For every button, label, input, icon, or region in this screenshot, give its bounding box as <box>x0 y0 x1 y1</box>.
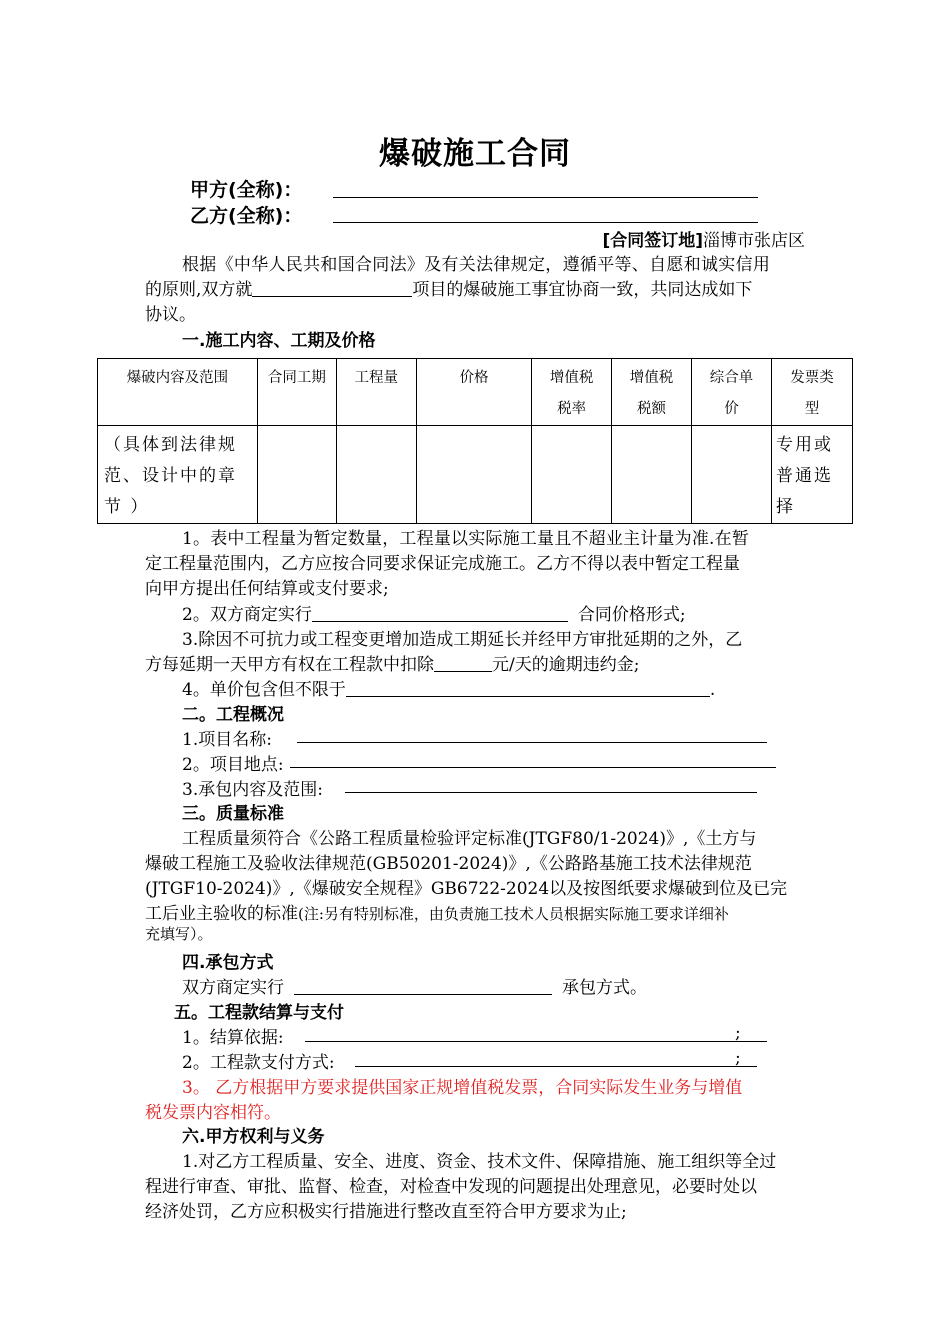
s3-line-2: 爆破工程施工及验收法律规范(GB50201-2024)》,《公路路基施工技术法律规范 <box>145 854 752 874</box>
s6-line-2: 程进行审查、审批、监督、检查，对检查中发现的问题提出处理意见，必要时处以 <box>145 1177 757 1197</box>
header-unit-price: 综合单 价 <box>692 359 772 426</box>
s3-line-4 <box>145 899 729 924</box>
s3-line-4-a: 工后业主验收的标准 <box>145 904 298 924</box>
page-title: 爆破施工合同 <box>379 136 571 172</box>
s1-p3-a: 方每延期一天甲方有权在工程款中扣除 <box>145 655 434 675</box>
cell-quantity[interactable] <box>336 426 416 524</box>
cell-price[interactable] <box>416 426 531 524</box>
s3-line-1: 工程质量须符合《公路工程质量检验评定标准(JTGF80/1-2024)》,《土方与 <box>182 829 757 849</box>
contracting-method-blank[interactable] <box>294 979 552 995</box>
s1-p3-b: 元/天的逾期违约金; <box>492 655 640 675</box>
s5-item-3-line-2: 税发票内容相符。 <box>145 1103 281 1123</box>
cell-vat-rate[interactable] <box>532 426 612 524</box>
section-3-heading: 三。质量标准 <box>182 804 284 824</box>
s5-item-1: 1。结算依据: <box>182 1028 284 1048</box>
s1-p4-b: . <box>709 680 716 700</box>
s1-p4-a: 4。单价包含但不限于 <box>182 680 346 700</box>
project-name-blank[interactable] <box>252 281 412 297</box>
s2-item-3: 3.承包内容及范围: <box>182 780 323 800</box>
s6-line-3: 经济处罚，乙方应积极实行措施进行整改直至符合甲方要求为止; <box>145 1202 627 1222</box>
settlement-basis-field[interactable] <box>305 1041 767 1042</box>
sign-place-value: 淄博市张店区 <box>703 231 805 251</box>
cell-unit-price[interactable] <box>692 426 772 524</box>
section-2-heading: 二。工程概况 <box>182 705 284 725</box>
party-b-label: 乙方(全称)： <box>190 205 303 227</box>
cell-invoice-type[interactable]: 专用或普通选择 <box>771 426 852 524</box>
intro-line-3: 协议。 <box>145 305 196 325</box>
header-period: 合同工期 <box>257 359 336 426</box>
header-vat-rate: 增值税 税率 <box>532 359 612 426</box>
section-6-heading: 六.甲方权利与义务 <box>182 1127 325 1147</box>
s1-p1-line-3: 向甲方提出任何结算或支付要求; <box>145 579 389 599</box>
s1-p2-b: 合同价格形式; <box>577 605 686 625</box>
sign-place <box>602 226 805 251</box>
s4-line-a: 双方商定实行 <box>182 978 284 998</box>
s1-p3-line-2 <box>145 650 639 675</box>
party-a-blank[interactable] <box>333 197 758 198</box>
intro-line-1: 根据《中华人民共和国合同法》及有关法律规定，遵循平等、自愿和诚实信用 <box>182 255 771 275</box>
s6-line-1: 1.对乙方工程质量、安全、进度、资金、技术文件、保障措施、施工组织等全过 <box>182 1152 777 1172</box>
section-1-heading: 一.施工内容、工期及价格 <box>182 331 376 351</box>
s1-p2-a: 2。双方商定实行 <box>182 605 312 625</box>
section-5-heading: 五。工程款结算与支付 <box>174 1003 344 1023</box>
s3-line-3: (JTGF10-2024)》,《爆破安全规程》GB6722-2024以及按图纸要求爆破到位及已完 <box>145 879 788 899</box>
intro-line-2 <box>145 275 752 300</box>
cell-scope[interactable]: （具体到法律规范、设计中的章节 ） <box>98 426 258 524</box>
s2-item-1: 1.项目名称: <box>182 730 272 750</box>
s5-item-1-end: ; <box>735 1023 741 1043</box>
header-quantity: 工程量 <box>336 359 416 426</box>
table-header-row <box>98 359 853 426</box>
s4-line <box>182 973 647 998</box>
header-price: 价格 <box>416 359 531 426</box>
party-a-label: 甲方(全称)： <box>190 179 303 201</box>
project-location-field[interactable] <box>290 767 776 768</box>
price-form-blank[interactable] <box>312 606 568 622</box>
s5-item-2: 2。工程款支付方式: <box>182 1053 335 1073</box>
section-4-heading: 四.承包方式 <box>182 953 274 973</box>
s3-line-4-note: (注:另有特别标准，由负责施工技术人员根据实际施工要求详细补 <box>298 905 729 923</box>
s1-p1-line-1: 1。表中工程量为暂定数量，工程量以实际施工量且不超业主计量为准.在暂 <box>182 529 750 549</box>
contract-scope-field[interactable] <box>345 792 757 793</box>
project-name-field[interactable] <box>297 742 767 743</box>
s5-item-2-end: ; <box>735 1048 741 1068</box>
s1-p2 <box>182 600 686 625</box>
sign-place-label: [合同签订地] <box>602 231 703 251</box>
cell-period[interactable] <box>257 426 336 524</box>
s1-p4 <box>182 675 715 700</box>
cell-vat-amount[interactable] <box>612 426 692 524</box>
intro-line-2-b: 项目的爆破施工事宜协商一致，共同达成如下 <box>412 280 753 300</box>
header-scope: 爆破内容及范围 <box>98 359 258 426</box>
s1-p3-line-1: 3.除因不可抗力或工程变更增加造成工期延长并经甲方审批延期的之外，乙 <box>182 630 743 650</box>
table-row <box>98 426 853 524</box>
header-vat-amount: 增值税 税额 <box>612 359 692 426</box>
header-invoice-type: 发票类 型 <box>771 359 852 426</box>
party-b-blank[interactable] <box>333 222 758 223</box>
s3-line-5: 充填写）。 <box>145 925 213 943</box>
contract-table <box>97 358 853 524</box>
s5-item-3-line-1: 3。 乙方根据甲方要求提供国家正规增值税发票，合同实际发生业务与增值 <box>182 1078 743 1098</box>
s1-p1-line-2: 定工程量范围内，乙方应按合同要求保证完成施工。乙方不得以表中暂定工程量 <box>145 554 740 574</box>
s2-item-2: 2。项目地点: <box>182 755 284 775</box>
intro-line-2-a: 的原则,双方就 <box>145 280 253 300</box>
penalty-amount-blank[interactable] <box>434 656 492 672</box>
s4-line-b: 承包方式。 <box>562 978 647 998</box>
payment-method-field[interactable] <box>355 1066 757 1067</box>
unit-price-includes-blank[interactable] <box>346 681 710 697</box>
